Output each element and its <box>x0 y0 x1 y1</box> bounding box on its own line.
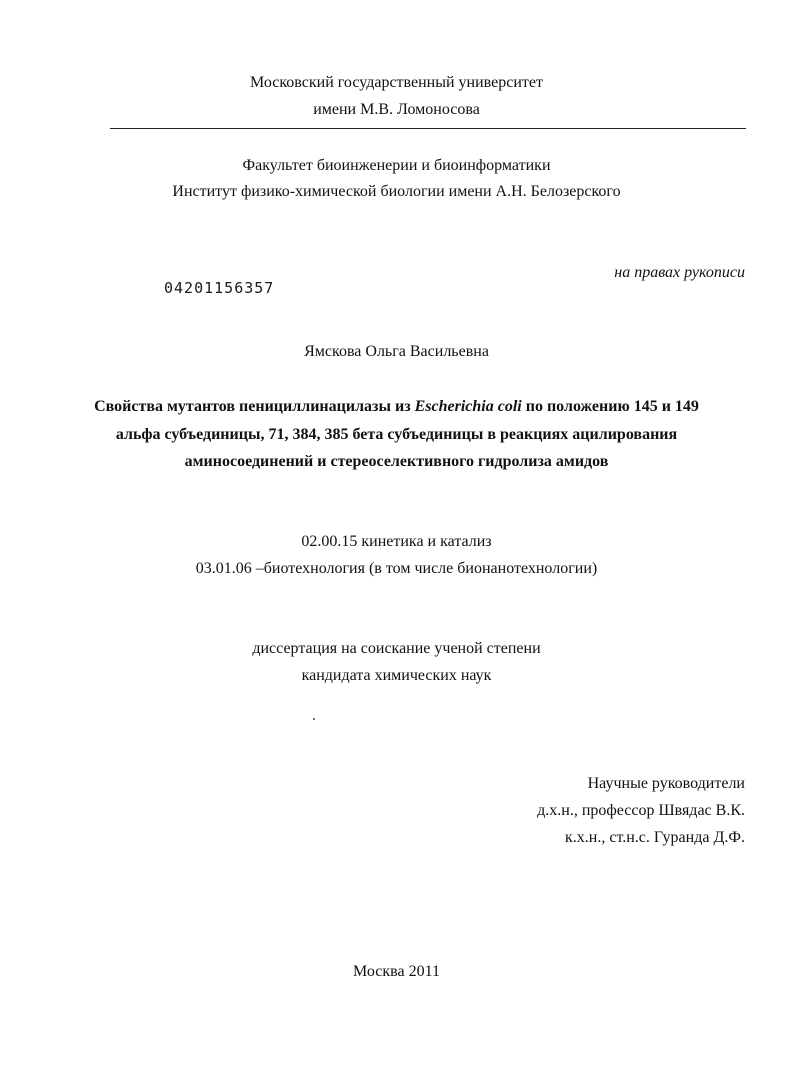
header-rule <box>110 128 746 129</box>
city-year: Москва 2011 <box>353 963 440 980</box>
supervisors-heading: Научные руководители <box>587 775 745 792</box>
stamp-number: 04201156357 <box>164 279 275 297</box>
thesis-title-line3: аминосоединений и стереоселективного гидролиза амидов <box>184 453 609 470</box>
thesis-title-line1 <box>0 397 793 417</box>
scan-speck <box>313 718 315 720</box>
faculty-name: Факультет биоинженерии и биоинформатики <box>242 157 551 174</box>
thesis-title-line1-suffix: по положению 145 и 149 <box>521 398 699 415</box>
degree-line1: диссертация на соискание ученой степени <box>252 640 541 657</box>
thesis-title-line2: альфа субъединицы, 71, 384, 385 бета субъединицы в реакциях ацилирования <box>115 426 678 443</box>
specialty-1: 02.00.15 кинетика и катализ <box>301 533 492 550</box>
degree-line2: кандидата химических наук <box>301 667 492 684</box>
rights-note: на правах рукописи <box>614 264 745 281</box>
supervisor-2: к.х.н., ст.н.с. Гуранда Д.Ф. <box>565 829 745 846</box>
university-name-line1: Московский государственный университет <box>250 74 543 91</box>
thesis-title-species: Escherichia coli <box>414 398 522 415</box>
thesis-title-line1-prefix: Свойства мутантов пенициллинацилазы из <box>94 398 415 415</box>
institute-name: Институт физико-химической биологии имени А.Н. Белозерского <box>172 183 621 200</box>
university-name-line2: имени М.В. Ломоносова <box>313 101 480 118</box>
specialty-2: 03.01.06 –биотехнология (в том числе бионанотехнологии) <box>195 560 598 577</box>
author-name: Ямскова Ольга Васильевна <box>304 343 489 360</box>
supervisor-1: д.х.н., профессор Швядас В.К. <box>537 802 745 819</box>
